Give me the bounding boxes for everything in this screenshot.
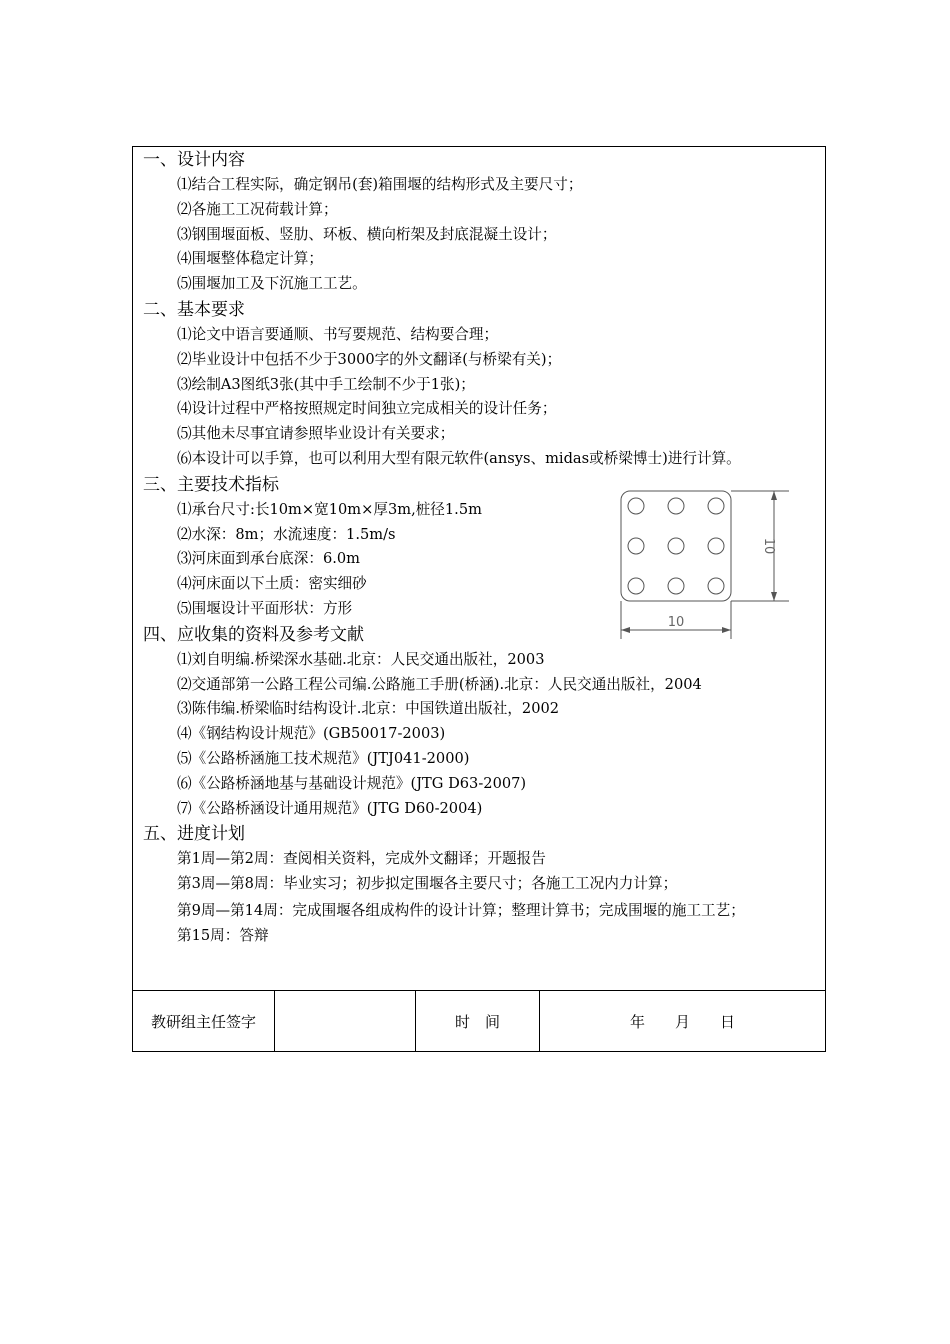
pile-circle — [668, 498, 684, 514]
pile-circle — [628, 578, 644, 594]
list-item: ⑷河床面以下土质：密实细砂 — [177, 575, 367, 593]
dimension-label-height: 10 — [761, 537, 776, 555]
pile-cap-outline — [621, 491, 731, 601]
signature-label: 教研组主任签字 — [133, 991, 275, 1051]
date-field[interactable]: 年 月 日 — [629, 1012, 735, 1031]
list-item: ⑸《公路桥涵施工技术规范》(JTJ041-2000) — [177, 749, 470, 767]
arrowhead — [771, 592, 777, 601]
pile-circle — [708, 538, 724, 554]
dimension-label-width: 10 — [667, 615, 685, 630]
list-item: ⑶绘制A3图纸3张(其中手工绘制不少于1张)； — [177, 375, 475, 393]
list-item: 第3周—第8周：毕业实习；初步拟定围堰各主要尺寸；各施工工况内力计算； — [177, 875, 678, 893]
list-item: ⑵各施工工况荷载计算； — [177, 200, 338, 218]
list-item: ⑶陈伟编.桥梁临时结构设计.北京：中国铁道出版社，2002 — [177, 700, 560, 718]
section-heading-technical-indicators: 三、主要技术指标 — [143, 474, 279, 495]
pile-circle — [668, 538, 684, 554]
list-item: ⑴结合工程实际，确定钢吊(套)箱围堰的结构形式及主要尺寸； — [177, 176, 583, 193]
list-item: ⑴刘自明编.桥梁深水基础.北京：人民交通出版社，2003 — [177, 650, 545, 668]
list-item: ⑵交通部第一公路工程公司编.公路施工手册(桥涵).北京：人民交通出版社，2004 — [177, 675, 702, 693]
signature-row — [133, 990, 825, 1051]
pile-cap-plan-diagram — [619, 483, 789, 643]
list-item: ⑷设计过程中严格按照规定时间独立完成相关的设计任务； — [177, 400, 557, 418]
arrowhead — [771, 491, 777, 500]
arrowhead — [722, 627, 731, 633]
pile-circle — [628, 498, 644, 514]
pile-circle — [628, 538, 644, 554]
task-table — [132, 146, 826, 1052]
list-item: ⑷围堰整体稳定计算； — [177, 250, 323, 268]
list-item: 第1周—第2周：查阅相关资料，完成外文翻译；开题报告 — [177, 850, 546, 868]
list-item: ⑴承台尺寸:长10m×宽10m×厚3m,桩径1.5m — [177, 500, 482, 518]
section-heading-schedule: 五、进度计划 — [143, 824, 245, 845]
pile-circle — [668, 578, 684, 594]
list-item: ⑺《公路桥涵设计通用规范》(JTG D60-2004) — [177, 799, 483, 817]
arrowhead — [621, 627, 630, 633]
list-item: ⑸其他未尽事宜请参照毕业设计有关要求； — [177, 425, 455, 443]
list-item: ⑵毕业设计中包括不少于3000字的外文翻译(与桥梁有关)； — [177, 350, 562, 368]
pile-circle — [708, 498, 724, 514]
list-item: ⑹本设计可以手算，也可以利用大型有限元软件(ansys、midas或桥梁博士)进行计算。 — [177, 449, 741, 467]
time-label: 时 间 — [416, 991, 540, 1051]
list-item: ⑵水深：8m；水流速度：1.5m/s — [177, 525, 396, 543]
list-item: ⑸围堰设计平面形状：方形 — [177, 599, 353, 617]
signature-field[interactable] — [275, 991, 416, 1051]
list-item: ⑶河床面到承台底深：6.0m — [177, 550, 360, 568]
list-item: 第9周—第14周：完成围堰各组成构件的设计计算；整理计算书；完成围堰的施工工艺； — [177, 901, 745, 919]
section-heading-design-content: 一、设计内容 — [143, 150, 245, 170]
pile-grid — [628, 498, 724, 594]
list-item: ⑷《钢结构设计规范》(GB50017-2003) — [177, 725, 446, 743]
list-item: ⑸围堰加工及下沉施工工艺。 — [177, 275, 367, 293]
list-item: 第15周：答辩 — [177, 926, 269, 944]
list-item: ⑹《公路桥涵地基与基础设计规范》(JTG D63-2007) — [177, 774, 527, 792]
list-item: ⑶钢围堰面板、竖肋、环板、横向桁架及封底混凝土设计； — [177, 225, 557, 243]
section-heading-basic-requirements: 二、基本要求 — [143, 299, 245, 320]
section-heading-references: 四、应收集的资料及参考文献 — [143, 624, 364, 645]
list-item: ⑴论文中语言要通顺、书写要规范、结构要合理； — [177, 325, 499, 343]
pile-circle — [708, 578, 724, 594]
